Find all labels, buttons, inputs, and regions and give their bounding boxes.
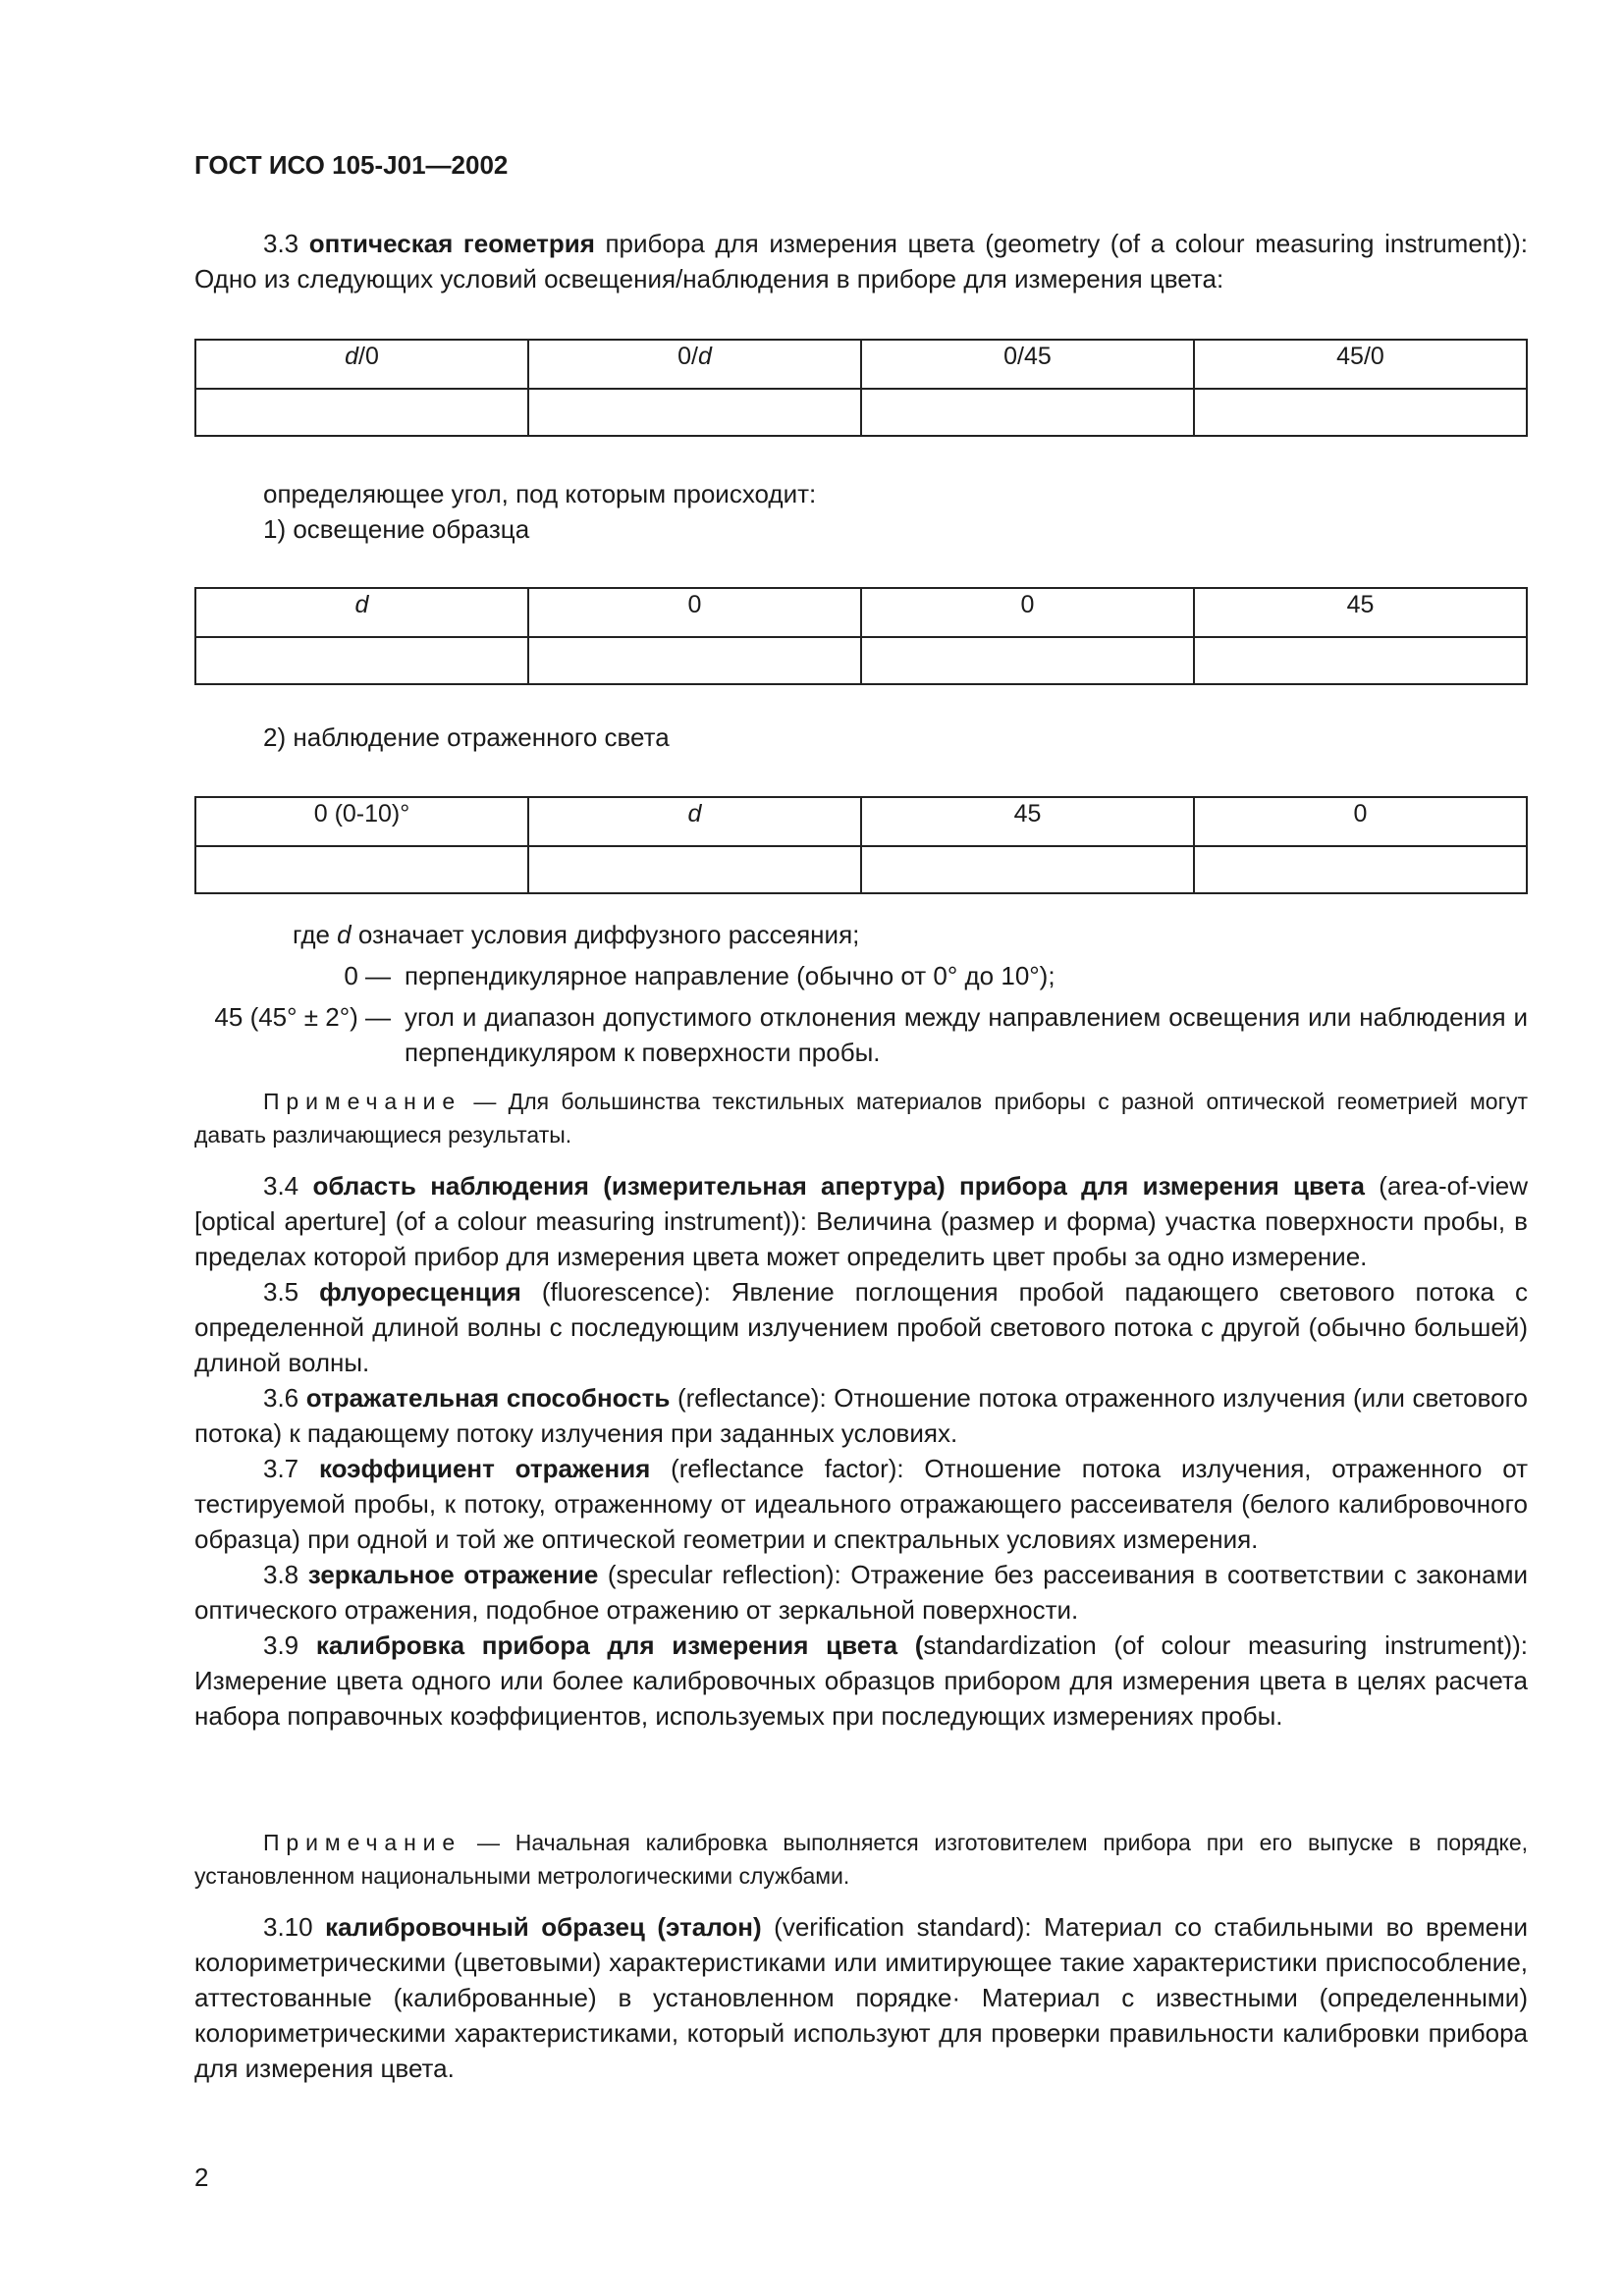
note-text: — Начальная калибровка выполняется изготовителем прибора при его выпуске в порядке, установленном национальными метрологическими службами. xyxy=(194,1830,1528,1889)
section-3-4: 3.4 область наблюдения (измерительная апертура) прибора для измерения цвета (area-of-view [optical aperture] (of a colour measuring instrument)): Величина (размер и форма) участка поверхности пробы, в пределах которой прибор для измерения цвета может определить цвет пробы за одно измерение. xyxy=(194,1171,1528,1271)
table-cell: d/0 xyxy=(195,340,528,389)
symbol-45: 45 (45° ± 2°) — xyxy=(214,1002,391,1032)
term: область наблюдения (измерительная апертура) прибора для измерения цвета xyxy=(312,1171,1365,1201)
table-cell: 0 xyxy=(1194,797,1527,846)
note-text: — Для большинства текстильных материалов приборы с разной оптической геометрией могут давать различающиеся результаты. xyxy=(194,1089,1528,1148)
def-zero-text: перпендикулярное направление (обычно от 0° до 10°); xyxy=(405,961,1056,990)
term: оптическая геометрия xyxy=(308,229,595,258)
illumination-item: 1) освещение образца xyxy=(263,514,530,544)
sections-3-4-to-3-9 xyxy=(194,1168,1528,1734)
section-3-8: 3.8 зеркальное отражение (specular reflection): Отражение без рассеивания в соответствии с законами оптического отражения, подобное отражению от зеркальной поверхности. xyxy=(194,1560,1528,1625)
term: коэффициент отражения xyxy=(318,1454,651,1483)
def-d: где d означает условия диффузного рассеяния; xyxy=(293,920,860,949)
def-45-text: угол и диапазон допустимого отклонения между направлением освещения или наблюдения и перпендикуляром к поверхности пробы. xyxy=(405,1002,1528,1067)
term: зеркальное отражение xyxy=(307,1560,599,1589)
section-3-7: 3.7 коэффициент отражения (reflectance factor): Отношение потока излучения, отраженного от тестируемой пробы, к потоку, отраженному от идеального отражающего рассеивателя (белого калибровочного образца) при одной и той же оптической геометрии и спектральных условиях измерения. xyxy=(194,1454,1528,1554)
note-label: Примечание xyxy=(263,1830,462,1855)
table-cell: 0 xyxy=(528,588,861,637)
section-3-6: 3.6 отражательная способность (reflectance): Отношение потока отраженного излучения (или светового потока) к падающему потоку излучения при заданных условиях. xyxy=(194,1383,1528,1448)
definition: прибора для измерения цвета (geometry (of a colour measuring instrument)): Одно из следующих условий освещения/наблюдения в приборе для измерения цвета: xyxy=(194,229,1529,294)
note-label: Примечание xyxy=(263,1089,462,1114)
term: флуоресценция xyxy=(319,1277,521,1307)
table-cell: d xyxy=(528,797,861,846)
table-cell: 45 xyxy=(861,797,1194,846)
symbol-zero: 0 — xyxy=(344,961,391,990)
table-cell: 0 xyxy=(861,588,1194,637)
note-2 xyxy=(194,1826,1528,1893)
observation-table xyxy=(194,796,1528,894)
term: калибровка прибора для измерения цвета ( xyxy=(315,1630,924,1660)
def-45 xyxy=(194,999,1569,1070)
table-cell: 0/d xyxy=(528,340,861,389)
def-zero xyxy=(194,958,1569,993)
page-number: 2 xyxy=(194,2163,209,2192)
observation-item: 2) наблюдение отраженного света xyxy=(263,722,670,752)
symbol-d: d xyxy=(337,920,352,949)
intro-text xyxy=(263,476,816,547)
section-number: 3.3 xyxy=(263,229,299,258)
term: калибровочный образец (эталон) xyxy=(325,1912,762,1942)
section-3-9: 3.9 калибровка прибора для измерения цвета (standardization (of colour measuring instrument)): Измерение цвета одного или более калибровочных образцов прибором для измерения цвета в целях расчета набора поправочных коэффициентов, используемых при последующих измерениях пробы. xyxy=(194,1630,1528,1731)
table-cell: 0/45 xyxy=(861,340,1194,389)
section-3-10: 3.10 калибровочный образец (эталон) (verification standard): Материал со стабильными во времени колориметрическими (цветовыми) характеристиками или имитирующее такие характеристики приспособление, аттестованные (калиброванные) в установленном порядке· Материал с известными (определенными) колориметрическими характеристиками, который используют для проверки правильности калибровки прибора для измерения цвета. xyxy=(194,1912,1528,2083)
document-header: ГОСТ ИСО 105-J01—2002 xyxy=(194,150,509,180)
note-1 xyxy=(194,1085,1528,1151)
intro-line: определяющее угол, под которым происходит: xyxy=(263,479,817,508)
table-cell: 45/0 xyxy=(1194,340,1527,389)
section-3-3 xyxy=(194,226,1528,296)
section-3-5: 3.5 флуоресценция (fluorescence): Явление поглощения пробой падающего светового потока с определенной длиной волны с последующим излучением пробой светового потока с другой (обычно большей) длиной волны. xyxy=(194,1277,1528,1377)
geometry-table xyxy=(194,339,1528,437)
table-cell: d xyxy=(195,588,528,637)
illumination-table xyxy=(194,587,1528,685)
table-cell: 0 (0-10)° xyxy=(195,797,528,846)
table-cell: 45 xyxy=(1194,588,1527,637)
term: отражательная способность xyxy=(305,1383,671,1413)
